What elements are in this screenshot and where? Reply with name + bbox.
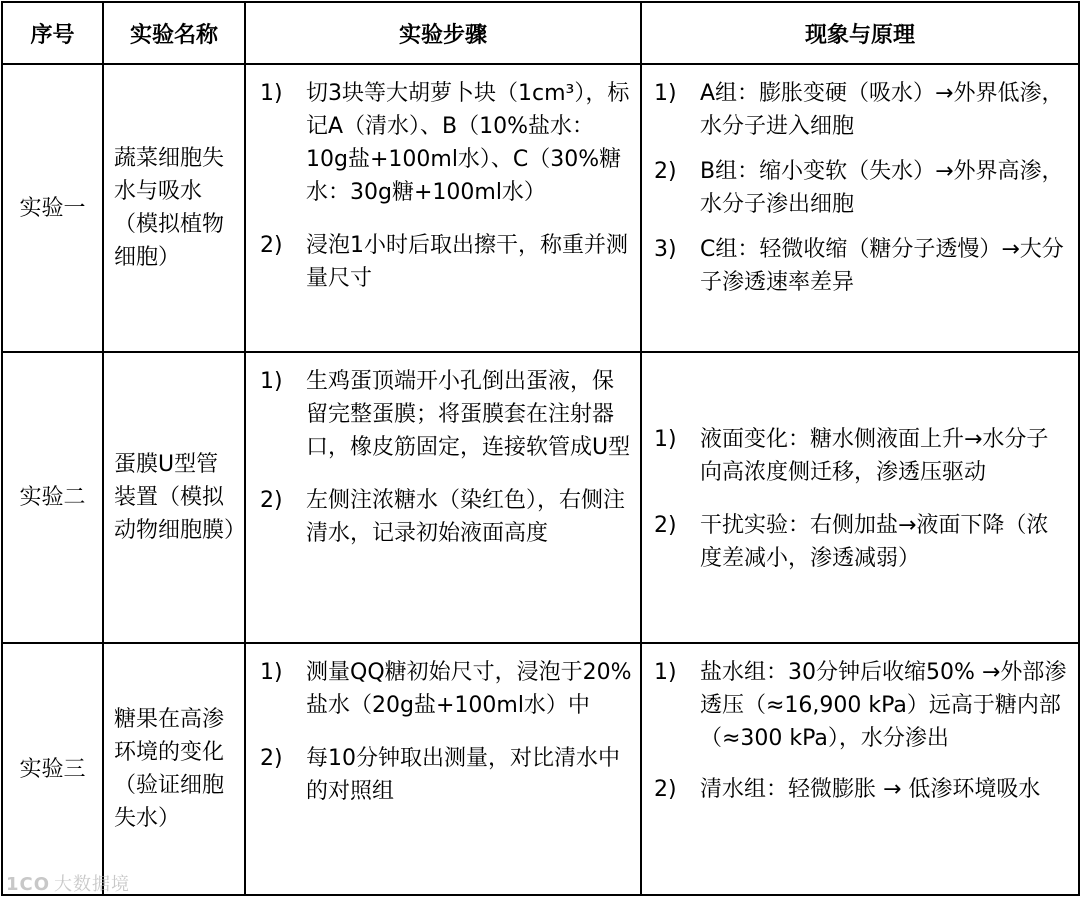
result-number: 1) [654, 426, 677, 452]
result-number: 2) [654, 777, 677, 802]
row-number: 实验三 [2, 643, 103, 895]
result-number: 2) [654, 512, 677, 538]
watermark-text: 大数据境 [54, 874, 131, 895]
step-item [260, 77, 632, 209]
step-item [260, 229, 632, 295]
result-cell [641, 352, 1079, 643]
result-cell [641, 643, 1079, 895]
result-item [654, 656, 1070, 755]
result-item [654, 509, 1070, 575]
table-row [2, 643, 1079, 895]
header-result: 现象与原理 [641, 2, 1079, 64]
table-row [2, 352, 1079, 643]
table-row [2, 64, 1079, 352]
step-text: 左侧注浓糖水（染红色），右侧注清水，记录初始液面高度 [306, 488, 626, 546]
result-item [654, 233, 1070, 299]
steps-cell [245, 643, 641, 895]
step-number: 1) [260, 369, 283, 394]
step-number: 2) [260, 488, 283, 513]
steps-cell [245, 352, 641, 643]
result-item [654, 77, 1070, 143]
result-number: 3) [654, 237, 677, 262]
result-text: 清水组：轻微膨胀 → 低渗环境吸水 [700, 777, 1041, 802]
row-number: 实验二 [2, 352, 103, 643]
steps-cell [245, 64, 641, 352]
result-text: 干扰实验：右侧加盐→液面下降（浓度差减小，渗透减弱） [700, 512, 1049, 571]
step-number: 1) [260, 660, 283, 685]
result-item [654, 155, 1070, 221]
result-text: 液面变化：糖水侧液面上升→水分子向高浓度侧迁移，渗透压驱动 [700, 426, 1049, 485]
result-text: C组：轻微收缩（糖分子透慢）→大分子渗透速率差异 [700, 237, 1064, 295]
experiment-name: 糖果在高渗环境的变化（验证细胞失水） [103, 643, 245, 895]
step-item [260, 484, 632, 550]
header-row [2, 2, 1079, 64]
step-text: 切3块等大胡萝卜块（1cm³），标记A（清水）、B（10%盐水：10g盐+100ml水）、C（30%糖水：30g糖+100ml水） [306, 81, 630, 205]
step-item [260, 656, 632, 722]
result-text: A组：膨胀变硬（吸水）→外界低渗，水分子进入细胞 [700, 81, 1064, 139]
experiment-name: 蛋膜U型管装置（模拟动物细胞膜） [103, 352, 245, 643]
step-text: 浸泡1小时后取出擦干，称重并测量尺寸 [306, 233, 628, 291]
header-no: 序号 [2, 2, 103, 64]
result-item [654, 423, 1070, 489]
header-name: 实验名称 [103, 2, 245, 64]
result-number: 2) [654, 159, 677, 184]
step-number: 1) [260, 81, 283, 106]
header-steps: 实验步骤 [245, 2, 641, 64]
watermark-logo-icon: 1CO [6, 874, 51, 895]
step-text: 每10分钟取出测量，对比清水中的对照组 [306, 746, 620, 804]
result-number: 1) [654, 81, 677, 106]
result-number: 1) [654, 660, 677, 685]
result-text: B组：缩小变软（失水）→外界高渗，水分子渗出细胞 [700, 159, 1064, 217]
row-number: 实验一 [2, 64, 103, 352]
experiment-table [1, 1, 1080, 896]
step-number: 2) [260, 233, 283, 258]
watermark [6, 870, 130, 896]
step-item [260, 365, 632, 464]
step-text: 生鸡蛋顶端开小孔倒出蛋液，保留完整蛋膜；将蛋膜套在注射器口，橡皮筋固定，连接软管成U型 [306, 369, 631, 460]
result-cell [641, 64, 1079, 352]
step-item [260, 742, 632, 808]
experiment-name: 蔬菜细胞失水与吸水（模拟植物细胞） [103, 64, 245, 352]
result-text: 盐水组：30分钟后收缩50% →外部渗透压（≈16,900 kPa）远高于糖内部（≈300 kPa），水分渗出 [700, 660, 1067, 751]
step-number: 2) [260, 746, 283, 771]
step-text: 测量QQ糖初始尺寸，浸泡于20%盐水（20g盐+100ml水）中 [306, 660, 632, 718]
result-item [654, 773, 1070, 806]
